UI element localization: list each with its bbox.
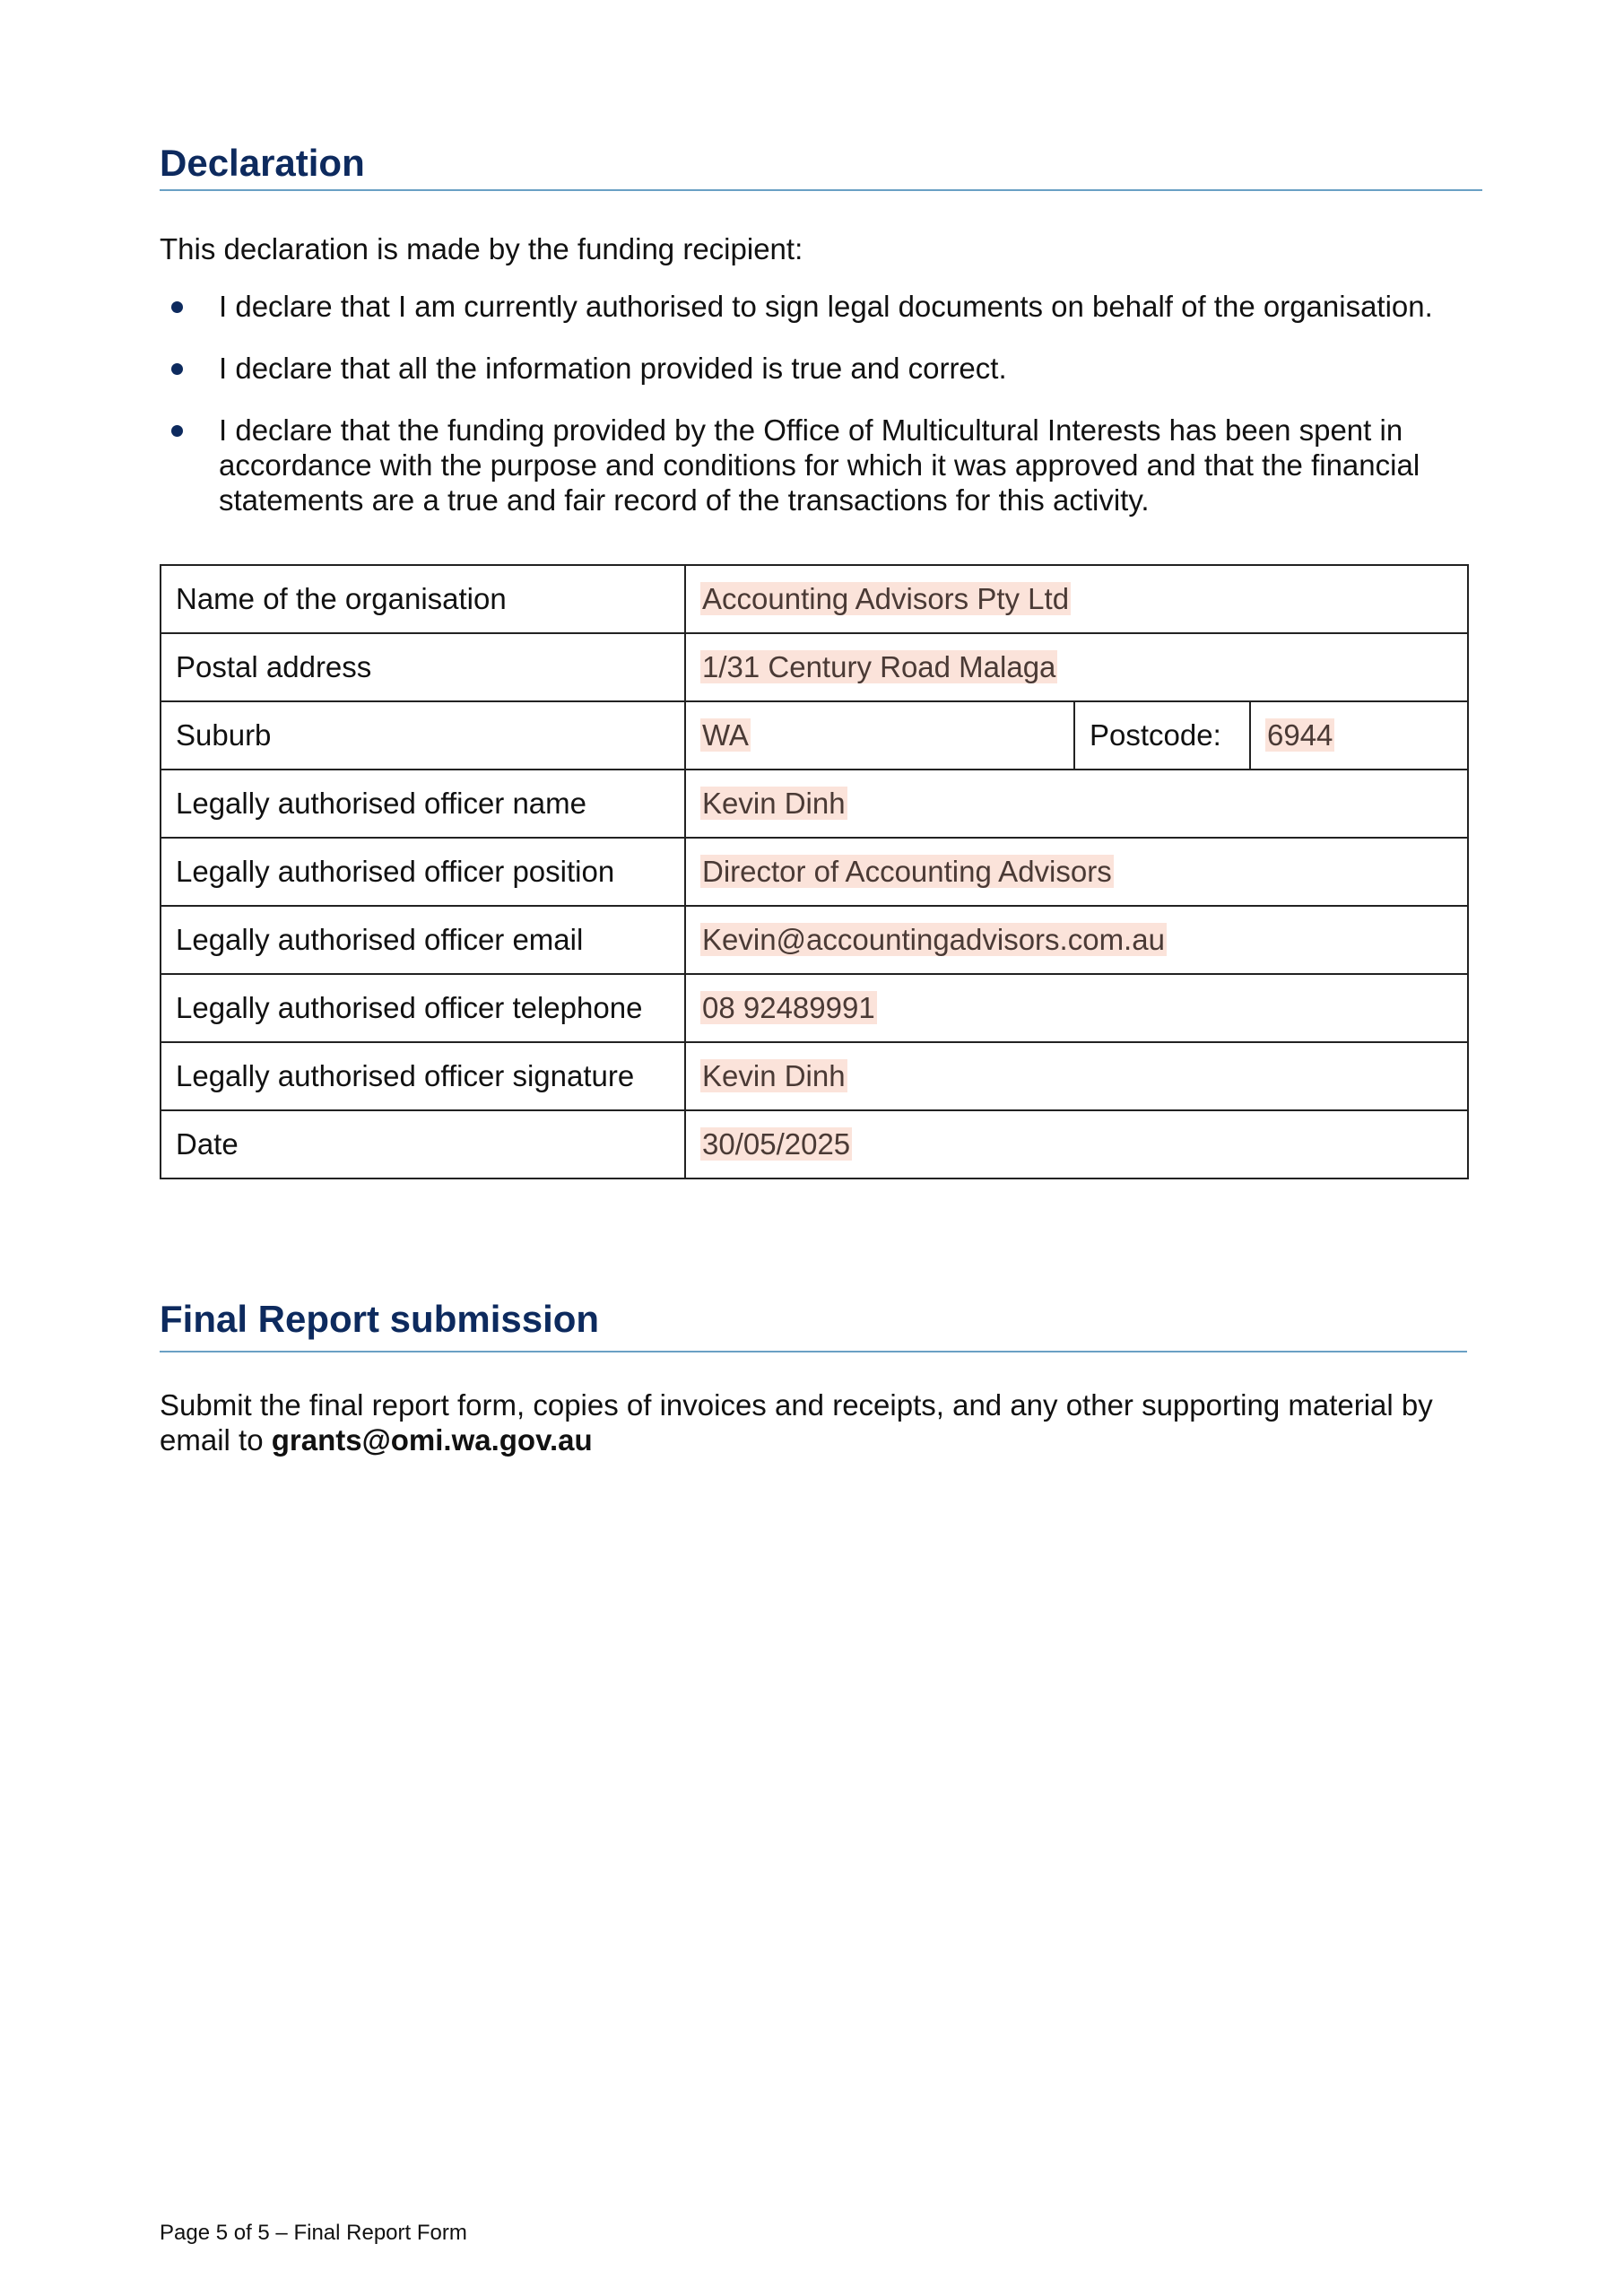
submission-instructions: Submit the final report form, copies of invoices and receipts, and any other supporting material by email to bbox=[160, 1388, 1433, 1457]
submission-email-link[interactable]: grants@omi.wa.gov.au bbox=[271, 1423, 593, 1457]
suburb-cell[interactable] bbox=[685, 701, 1074, 770]
date-cell[interactable] bbox=[685, 1110, 1468, 1178]
org-name-field[interactable]: Accounting Advisors Pty Ltd bbox=[702, 582, 1070, 615]
table-row bbox=[161, 770, 1468, 838]
date-label: Date bbox=[161, 1110, 685, 1178]
submission-heading: Final Report submission bbox=[160, 1298, 600, 1340]
postal-address-cell[interactable] bbox=[685, 633, 1468, 701]
officer-position-label: Legally authorised officer position bbox=[161, 838, 685, 906]
officer-telephone-label: Legally authorised officer telephone bbox=[161, 974, 685, 1042]
bullet-text: I declare that I am currently authorised to sign legal documents on behalf of the organisation. bbox=[219, 290, 1433, 323]
declaration-bullet-list bbox=[160, 289, 1487, 544]
declaration-bullet bbox=[160, 289, 1487, 324]
bullet-dot-icon bbox=[171, 301, 183, 313]
bullet-text: I declare that all the information provided is true and correct. bbox=[219, 352, 1007, 385]
officer-telephone-cell[interactable] bbox=[685, 974, 1468, 1042]
officer-name-label: Legally authorised officer name bbox=[161, 770, 685, 838]
postcode-cell[interactable] bbox=[1250, 701, 1468, 770]
organisation-details-table bbox=[160, 564, 1469, 1179]
officer-email-cell[interactable] bbox=[685, 906, 1468, 974]
table-row bbox=[161, 838, 1468, 906]
bullet-text: I declare that the funding provided by the Office of Multicultural Interests has been spent in accordance with the purpose and conditions for which it was approved and that the financial statements are a true and fair record of the transactions for this activity. bbox=[219, 413, 1420, 517]
bullet-dot-icon bbox=[171, 363, 183, 375]
org-name-label: Name of the organisation bbox=[161, 565, 685, 633]
table-row bbox=[161, 974, 1468, 1042]
table-row bbox=[161, 1110, 1468, 1178]
postal-address-field[interactable]: 1/31 Century Road Malaga bbox=[702, 650, 1056, 683]
officer-signature-cell[interactable] bbox=[685, 1042, 1468, 1110]
submission-text bbox=[160, 1387, 1487, 1457]
suburb-label: Suburb bbox=[161, 701, 685, 770]
postal-address-label: Postal address bbox=[161, 633, 685, 701]
officer-email-label: Legally authorised officer email bbox=[161, 906, 685, 974]
bullet-dot-icon bbox=[171, 425, 183, 437]
declaration-intro: This declaration is made by the funding recipient: bbox=[160, 232, 803, 265]
submission-rule bbox=[160, 1351, 1467, 1352]
postcode-label: Postcode: bbox=[1074, 701, 1250, 770]
table-row bbox=[161, 565, 1468, 633]
table-row bbox=[161, 633, 1468, 701]
postcode-field[interactable]: 6944 bbox=[1267, 718, 1333, 752]
declaration-bullet bbox=[160, 413, 1487, 517]
officer-signature-field[interactable]: Kevin Dinh bbox=[702, 1059, 846, 1092]
officer-name-cell[interactable] bbox=[685, 770, 1468, 838]
date-field[interactable]: 30/05/2025 bbox=[702, 1127, 851, 1161]
table-row bbox=[161, 906, 1468, 974]
table-row bbox=[161, 701, 1468, 770]
officer-name-field[interactable]: Kevin Dinh bbox=[702, 787, 846, 820]
officer-position-field[interactable]: Director of Accounting Advisors bbox=[702, 855, 1112, 888]
officer-email-field[interactable]: Kevin@accountingadvisors.com.au bbox=[702, 923, 1165, 956]
org-name-cell[interactable] bbox=[685, 565, 1468, 633]
table-row bbox=[161, 1042, 1468, 1110]
page-footer: Page 5 of 5 – Final Report Form bbox=[160, 2221, 467, 2245]
officer-signature-label: Legally authorised officer signature bbox=[161, 1042, 685, 1110]
officer-position-cell[interactable] bbox=[685, 838, 1468, 906]
declaration-rule bbox=[160, 189, 1482, 191]
suburb-field[interactable]: WA bbox=[702, 718, 749, 752]
declaration-bullet bbox=[160, 351, 1487, 386]
declaration-heading: Declaration bbox=[160, 142, 365, 184]
officer-telephone-field[interactable]: 08 92489991 bbox=[702, 991, 875, 1024]
